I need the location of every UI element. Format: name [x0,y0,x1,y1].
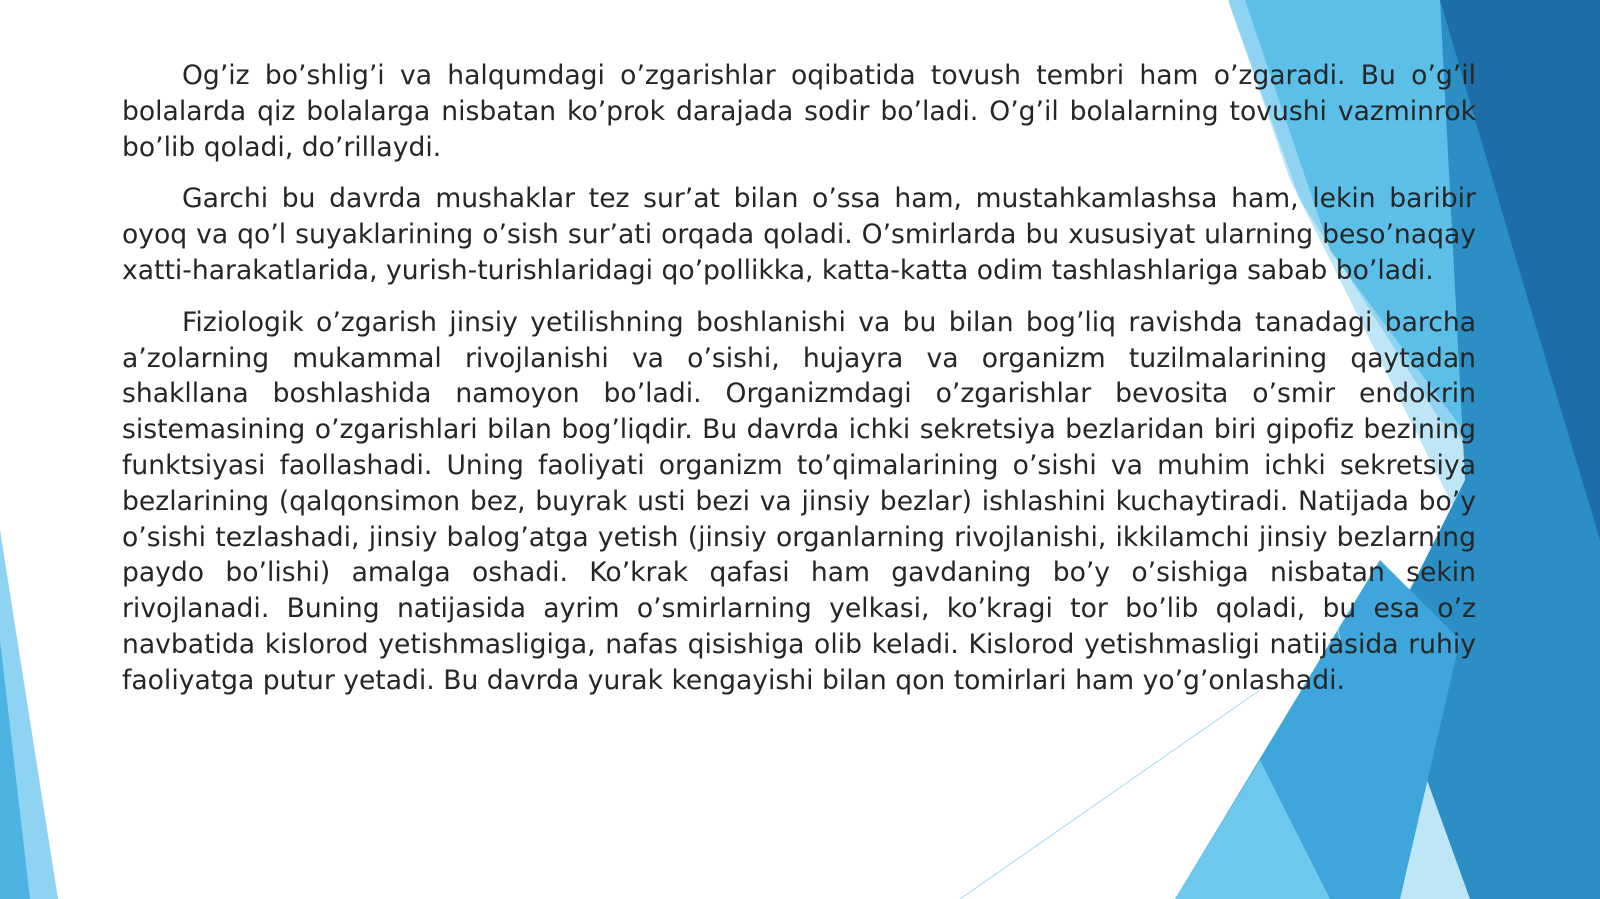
paragraph-2: Garchi bu davrda mushaklar tez sur’at bilan o’ssa ham, mustahkamlashsa ham, lekin baribir oyoq va qo’l suyaklarining o’sish sur’ati orqada qoladi. O’smirlarda bu xususiyat ularning beso’naqay xatti-harakatlarida, yurish-turishlaridagi qo’pollikka, katta-katta odim tashlashlariga sabab bo’ladi. [122,183,1476,286]
paragraph-1: Og’iz bo’shlig’i va halqumdagi o’zgarishlar oqibatida tovush tembri ham o’zgaradi. Bu o’g’il bolalarda qiz bolalarga nisbatan ko’prok darajada sodir bo’ladi. O’g’il bolalarning tovushi vazminrok bo’lib qoladi, do’rillaydi. [122,60,1476,163]
slide-text-body [122,58,1476,715]
paragraph-3: Fiziologik o’zgarish jinsiy yetilishning boshlanishi va bu bilan bog’liq ravishda tanadagi barcha a’zolarning mukammal rivojlanishi va o’sishi, hujayra va organizm tuzilmalarining qaytadan shakllana boshlashida namoyon bo’ladi. Organizmdagi o’zgarishlar bevosita o’smir endokrin sistemasining o’zgarishlari bilan bog’liqdir. Bu davrda ichki sekretsiya bezlaridan biri gipofiz bezining funktsiyasi faollashadi. Uning faoliyati organizm to’qimalarining o’sishi va muhim ichki sekretsiya bezlarining (qalqonsimon bez, buyrak usti bezi va jinsiy bezlar) ishlashini kuchaytiradi. Natijada bo’y o’sishi tezlashadi, jinsiy balog’atga yetish (jinsiy organlarning rivojlanishi, ikkilamchi jinsiy bezlarning paydo bo’lishi) amalga oshadi. Ko’krak qafasi ham gavdaning bo’y o’sishiga nisbatan sekin rivojlanadi. Buning natijasida ayrim o’smirlarning yelkasi, ko’kragi tor bo’lib qoladi, bu esa o’z navbatida kislorod yetishmasligiga, nafas qisishiga olib keladi. Kislorod yetishmasligi natijasida ruhiy faoliyatga putur yetadi. Bu davrda yurak kengayishi bilan qon tomirlari ham yo’g’onlashadi. [122,306,1476,696]
